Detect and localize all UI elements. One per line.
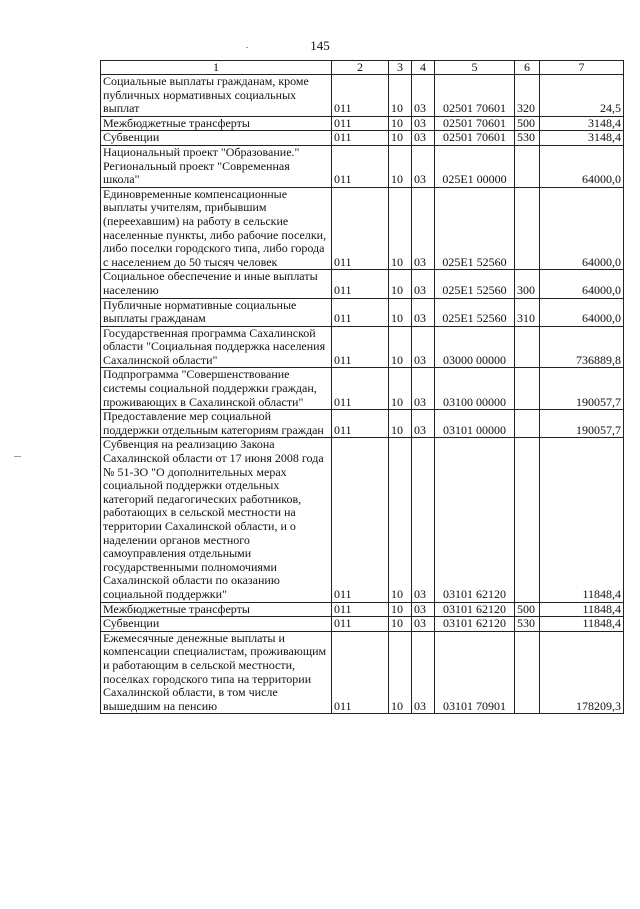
row-amount-cell: 3148,4 (540, 131, 624, 146)
row-subsection-cell: 03 (412, 187, 435, 270)
row-subsection-cell: 03 (412, 368, 435, 410)
table-row (101, 368, 624, 410)
row-amount-cell: 11848,4 (540, 602, 624, 617)
page-number: 145 (310, 38, 330, 53)
row-amount-cell: 64000,0 (540, 270, 624, 298)
row-subsection-cell: 03 (412, 145, 435, 187)
row-section-cell: 10 (389, 631, 412, 714)
table-row (101, 131, 624, 146)
table-row (101, 326, 624, 368)
row-name-cell: Единовременные компенсационные выплаты учителям, прибывшим (переехавшим) на работу в сельские населенные пункты, либо рабочие поселки, либо поселки городского типа, либо города с населением до 50 тысяч человек (101, 187, 332, 270)
table-row (101, 270, 624, 298)
row-section-cell: 10 (389, 298, 412, 326)
row-amount-cell: 64000,0 (540, 298, 624, 326)
row-subsection-cell: 03 (412, 116, 435, 131)
header-col-5: 5 (435, 61, 515, 75)
budget-table (100, 60, 624, 714)
row-target-article-cell: 03100 00000 (435, 368, 515, 410)
row-subsection-cell: 03 (412, 617, 435, 632)
row-subsection-cell: 03 (412, 410, 435, 438)
table-body (101, 75, 624, 714)
row-code-cell: 011 (332, 298, 389, 326)
row-section-cell: 10 (389, 187, 412, 270)
row-expense-type-cell (515, 410, 540, 438)
row-code-cell: 011 (332, 145, 389, 187)
row-expense-type-cell: 300 (515, 270, 540, 298)
row-amount-cell: 736889,8 (540, 326, 624, 368)
row-name-cell: Подпрограмма "Совершенствование системы социальной поддержки граждан, проживающих в Сахалинской области" (101, 368, 332, 410)
table-row (101, 187, 624, 270)
row-expense-type-cell: 530 (515, 131, 540, 146)
table-row (101, 298, 624, 326)
scan-mark (14, 456, 21, 457)
row-name-cell: Публичные нормативные социальные выплаты гражданам (101, 298, 332, 326)
row-code-cell: 011 (332, 617, 389, 632)
row-section-cell: 10 (389, 438, 412, 602)
row-section-cell: 10 (389, 602, 412, 617)
row-section-cell: 10 (389, 145, 412, 187)
row-target-article-cell: 025E1 52560 (435, 270, 515, 298)
row-name-cell: Ежемесячные денежные выплаты и компенсации специалистам, проживающим и работающим в сельской местности, поселках городского типа на территории Сахалинской области, в том числе вышедшим на пенсию (101, 631, 332, 714)
row-section-cell: 10 (389, 131, 412, 146)
row-amount-cell: 64000,0 (540, 187, 624, 270)
row-subsection-cell: 03 (412, 326, 435, 368)
header-col-6: 6 (515, 61, 540, 75)
row-target-article-cell: 03101 00000 (435, 410, 515, 438)
row-name-cell: Предоставление мер социальной поддержки отдельным категориям граждан (101, 410, 332, 438)
row-name-cell: Государственная программа Сахалинской области "Социальная поддержка населения Сахалинской области" (101, 326, 332, 368)
row-amount-cell: 11848,4 (540, 438, 624, 602)
row-target-article-cell: 03101 62120 (435, 602, 515, 617)
table-row (101, 410, 624, 438)
row-amount-cell: 64000,0 (540, 145, 624, 187)
row-target-article-cell: 025E1 52560 (435, 187, 515, 270)
row-expense-type-cell (515, 631, 540, 714)
row-subsection-cell: 03 (412, 438, 435, 602)
row-name-cell: Субвенции (101, 131, 332, 146)
row-section-cell: 10 (389, 410, 412, 438)
row-expense-type-cell (515, 187, 540, 270)
row-target-article-cell: 03101 62120 (435, 617, 515, 632)
header-col-4: 4 (412, 61, 435, 75)
row-subsection-cell: 03 (412, 602, 435, 617)
row-section-cell: 10 (389, 116, 412, 131)
row-name-cell: Социальное обеспечение и иные выплаты населению (101, 270, 332, 298)
row-expense-type-cell (515, 326, 540, 368)
row-expense-type-cell: 500 (515, 116, 540, 131)
row-expense-type-cell (515, 438, 540, 602)
row-code-cell: 011 (332, 602, 389, 617)
row-expense-type-cell: 310 (515, 298, 540, 326)
row-expense-type-cell (515, 145, 540, 187)
row-name-cell: Национальный проект "Образование." Региональный проект "Современная школа" (101, 145, 332, 187)
row-code-cell: 011 (332, 410, 389, 438)
row-target-article-cell: 03101 62120 (435, 438, 515, 602)
row-target-article-cell: 025E1 52560 (435, 298, 515, 326)
row-section-cell: 10 (389, 270, 412, 298)
row-subsection-cell: 03 (412, 270, 435, 298)
row-amount-cell: 190057,7 (540, 368, 624, 410)
table-row (101, 617, 624, 632)
row-expense-type-cell (515, 368, 540, 410)
scan-mark (246, 47, 248, 48)
row-target-article-cell: 02501 70601 (435, 116, 515, 131)
row-name-cell: Субвенции (101, 617, 332, 632)
row-code-cell: 011 (332, 368, 389, 410)
row-name-cell: Межбюджетные трансферты (101, 116, 332, 131)
row-code-cell: 011 (332, 270, 389, 298)
row-section-cell: 10 (389, 326, 412, 368)
row-expense-type-cell: 500 (515, 602, 540, 617)
row-target-article-cell: 02501 70601 (435, 75, 515, 117)
header-col-2: 2 (332, 61, 389, 75)
table-row (101, 116, 624, 131)
row-amount-cell: 3148,4 (540, 116, 624, 131)
row-code-cell: 011 (332, 116, 389, 131)
row-expense-type-cell: 530 (515, 617, 540, 632)
row-name-cell: Социальные выплаты гражданам, кроме публичных нормативных социальных выплат (101, 75, 332, 117)
row-name-cell: Субвенция на реализацию Закона Сахалинской области от 17 июня 2008 года № 51-ЗО "О дополнительных мерах социальной поддержки отдельных категорий педагогических работников, работающих в сельской местности на территории Сахалинской области, и о наделении органов местного самоуправления отдельными государственными полномочиями Сахалинской области по оказанию социальной поддержки" (101, 438, 332, 602)
table-row (101, 631, 624, 714)
header-col-1: 1 (101, 61, 332, 75)
row-subsection-cell: 03 (412, 631, 435, 714)
row-subsection-cell: 03 (412, 298, 435, 326)
row-amount-cell: 190057,7 (540, 410, 624, 438)
row-code-cell: 011 (332, 131, 389, 146)
row-code-cell: 011 (332, 187, 389, 270)
row-subsection-cell: 03 (412, 131, 435, 146)
header-col-7: 7 (540, 61, 624, 75)
row-code-cell: 011 (332, 326, 389, 368)
row-target-article-cell: 025E1 00000 (435, 145, 515, 187)
row-target-article-cell: 03101 70901 (435, 631, 515, 714)
row-amount-cell: 11848,4 (540, 617, 624, 632)
table-row (101, 438, 624, 602)
row-code-cell: 011 (332, 438, 389, 602)
row-subsection-cell: 03 (412, 75, 435, 117)
row-target-article-cell: 02501 70601 (435, 131, 515, 146)
row-amount-cell: 178209,3 (540, 631, 624, 714)
row-amount-cell: 24,5 (540, 75, 624, 117)
table-row (101, 602, 624, 617)
row-section-cell: 10 (389, 368, 412, 410)
row-code-cell: 011 (332, 631, 389, 714)
row-section-cell: 10 (389, 617, 412, 632)
table-row (101, 75, 624, 117)
header-col-3: 3 (389, 61, 412, 75)
row-target-article-cell: 03000 00000 (435, 326, 515, 368)
row-section-cell: 10 (389, 75, 412, 117)
row-code-cell: 011 (332, 75, 389, 117)
row-name-cell: Межбюджетные трансферты (101, 602, 332, 617)
header-row (101, 61, 624, 75)
table-row (101, 145, 624, 187)
row-expense-type-cell: 320 (515, 75, 540, 117)
